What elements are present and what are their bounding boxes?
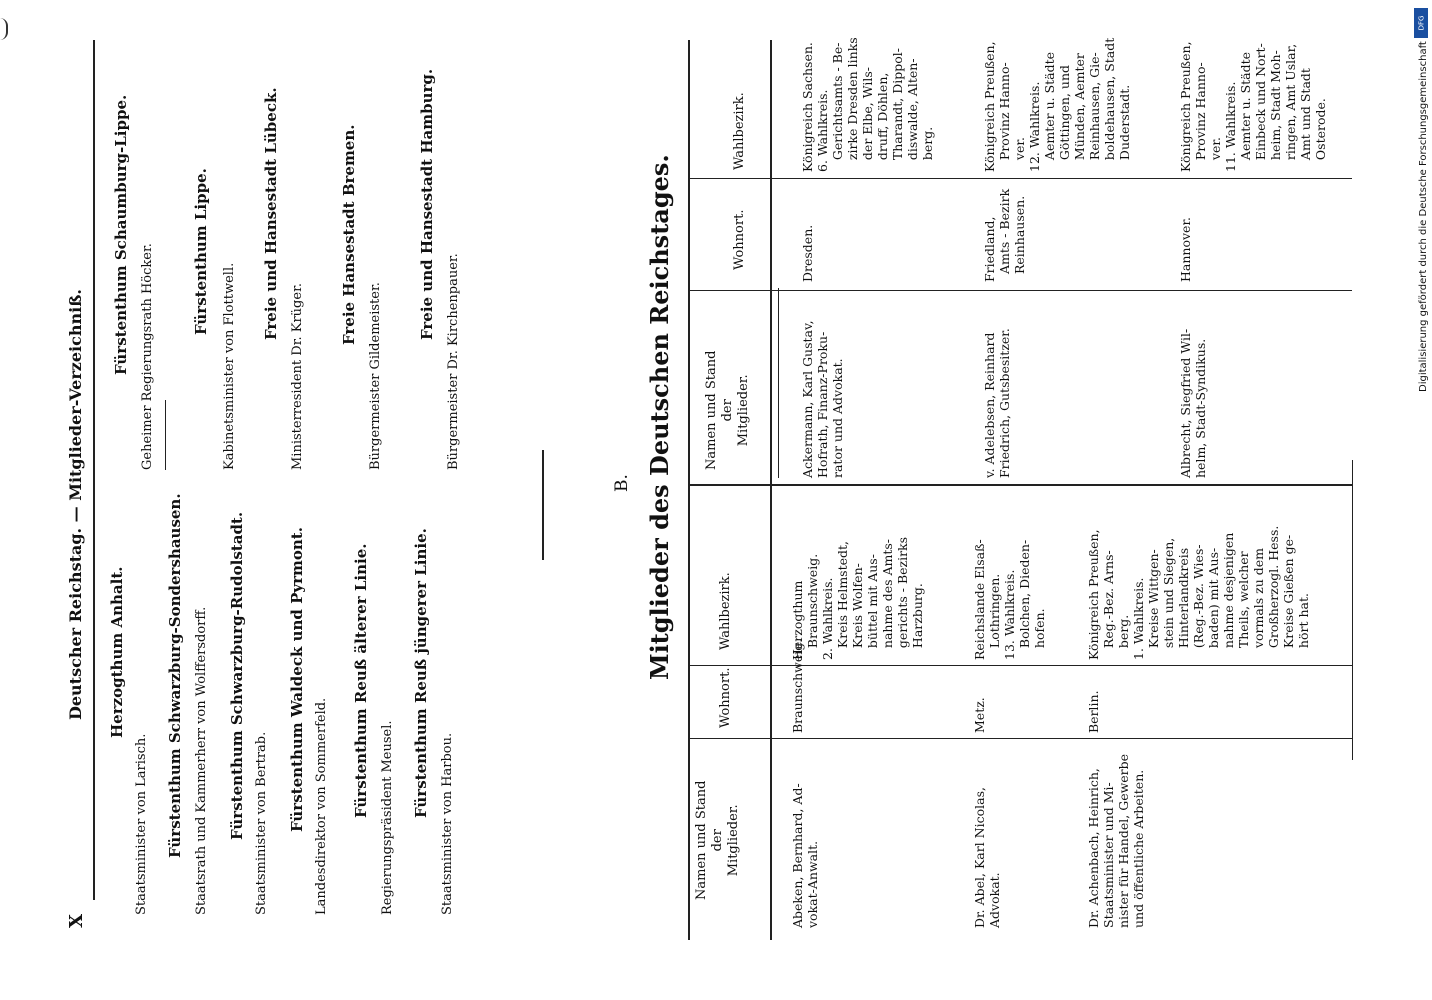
header-residence: Wohnort. (732, 209, 747, 270)
member-district: Herzogthum Braunschweig. 2. Wahlkreis. Kreis Helmstedt, Kreis Wolfen- büttel mit Aus- nahme des Amts- gerichts - Bezirks Harzburg. (790, 536, 925, 660)
running-head: Deutscher Reichstag. — Mitglieder-Verzeichniß. (66, 289, 85, 720)
table-bottom-rule (1352, 460, 1353, 760)
col-rule (688, 665, 1352, 666)
state-title: Fürstenthum Schaumburg-Lippe. (112, 94, 130, 375)
state-title: Fürstenthum Schwarzburg-Sondershausen. (166, 493, 184, 858)
member-residence: Metz. (972, 697, 987, 733)
header-bottom-rule (770, 40, 772, 940)
member-residence: Braunschweig. (790, 638, 805, 733)
state-title: Herzogthum Anhalt. (108, 566, 126, 738)
member-district: Königreich Preußen, Reg.-Bez. Arns- berg. 1. Wahlkreis. Kreise Wittgen- stein und Siegen, Hinterlandkreis (Reg.-Bez. Wies- baden) mit Aus- nahme desjenigen Theils, welcher vormals zu dem Großherzogl. Hess. Kreise Gießen ge- hört hat. (1086, 525, 1311, 660)
member-name: Ackermann, Karl Gustav, Hofrath, Finanz-Proku- rator und Advokat. (800, 320, 845, 478)
member-district: Königreich Preußen, Provinz Hanno- ver. 12. Wahlkreis. Aemter u. Städte Göttingen, und Münden, Aemter Reinhausen, Gie- boldehausen, Stadt Duderstadt. (982, 37, 1132, 172)
state-title: Freie und Hansestadt Hamburg. (418, 68, 436, 340)
state-entry: Staatsrath und Kammerherr von Wolffersdorff. (194, 606, 209, 915)
state-entry: Ministerresident Dr. Krüger. (290, 283, 305, 470)
state-title: Fürstenthum Reuß jüngerer Linie. (412, 528, 430, 818)
header-residence: Wohnort. (718, 667, 733, 728)
dfg-logo-text: DFG (1417, 15, 1425, 31)
member-district: Königreich Sachsen. 6. Wahlkreis. Gerichtsamts - Be- zirke Dresden links der Elbe, Wils- druff, Döhlen, Tharandt, Dippol- diswalde, Alten- berg. (800, 37, 935, 172)
state-entry: Kabinetsminister von Flottwell. (222, 262, 237, 470)
col-rule (688, 178, 1352, 179)
state-title: Fürstenthum Waldeck und Pyrmont. (288, 527, 306, 832)
state-entry: Staatsminister von Bertrab. (254, 731, 269, 915)
header-district: Wahlbezirk. (732, 92, 747, 170)
state-title: Freie und Hansestadt Lübeck. (262, 87, 280, 340)
member-residence: Friedland, Amts - Bezirk Reinhausen. (982, 188, 1027, 282)
state-entry: Geheimer Regierungsrath Höcker. (140, 243, 155, 470)
state-entry: Regierungspräsident Meusel. (380, 720, 395, 915)
col-rule (688, 738, 1352, 739)
member-residence: Berlin. (1086, 690, 1101, 733)
col-rule (688, 290, 1352, 291)
state-title: Freie Hansestadt Bremen. (340, 124, 358, 345)
member-name: Dr. Abel, Karl Nicolas, Advokat. (972, 787, 1002, 928)
member-name: Abeken, Bernhard, Ad- vokat-Anwalt. (790, 783, 820, 928)
member-name: Albrecht, Siegfried Wil- helm, Stadt-Syndikus. (1178, 328, 1208, 478)
member-district: Königreich Preußen, Provinz Hanno- ver. 11. Wahlkreis. Aemter u. Städte Einbeck und Nort- heim, Stadt Moh- ringen, Amt Uslar, Amt und Stadt Osterode. (1178, 41, 1328, 172)
state-title: Fürstenthum Schwarzburg-Rudolstadt. (228, 511, 246, 840)
member-residence: Dresden. (800, 224, 815, 282)
subheader-rule (778, 288, 779, 478)
state-entry: Staatsminister von Harbou. (440, 732, 455, 915)
column-separator (165, 400, 166, 470)
scan-mark (0, 18, 8, 40)
header-district: Wahlbezirk. (718, 572, 733, 650)
state-entry: Landesdirektor von Sommerfeld. (314, 697, 329, 915)
state-entry: Bürgermeister Dr. Kirchenpauer. (446, 253, 461, 470)
member-name: v. Adelebsen, Reinhard Friedrich, Gutsbesitzer. (982, 328, 1012, 478)
column-separator (542, 450, 544, 560)
digitization-note: Digitalisierung gefördert durch die Deutsche Forschungsgemeinschaft (1418, 41, 1429, 392)
member-name: Dr. Achenbach, Heinrich, Staatsminister und Mi- nister für Handel, Gewerbe und öffentliche Arbeiten. (1086, 753, 1146, 928)
state-entry: Bürgermeister Gildemeister. (368, 282, 383, 470)
state-title: Fürstenthum Lippe. (192, 168, 210, 335)
header-name: Namen und Stand der Mitglieder. (704, 350, 751, 470)
page-split-rule (688, 484, 1352, 486)
section-letter: B. (612, 474, 632, 492)
header-name: Namen und Stand der Mitglieder. (694, 780, 741, 900)
page-number: X (66, 914, 87, 928)
member-residence: Hannover. (1178, 216, 1193, 282)
dfg-logo (1414, 8, 1428, 38)
state-title: Fürstenthum Reuß älterer Linie. (352, 543, 370, 818)
head-rule (93, 40, 95, 900)
state-entry: Staatsminister von Larisch. (134, 733, 149, 915)
section-title: Mitglieder des Deutschen Reichstages. (645, 154, 674, 680)
member-district: Reichslande Elsaß- Lothringen. 13. Wahlkreis. Bolchen, Dieden- hofen. (972, 539, 1047, 660)
table-top-rule (688, 40, 690, 940)
